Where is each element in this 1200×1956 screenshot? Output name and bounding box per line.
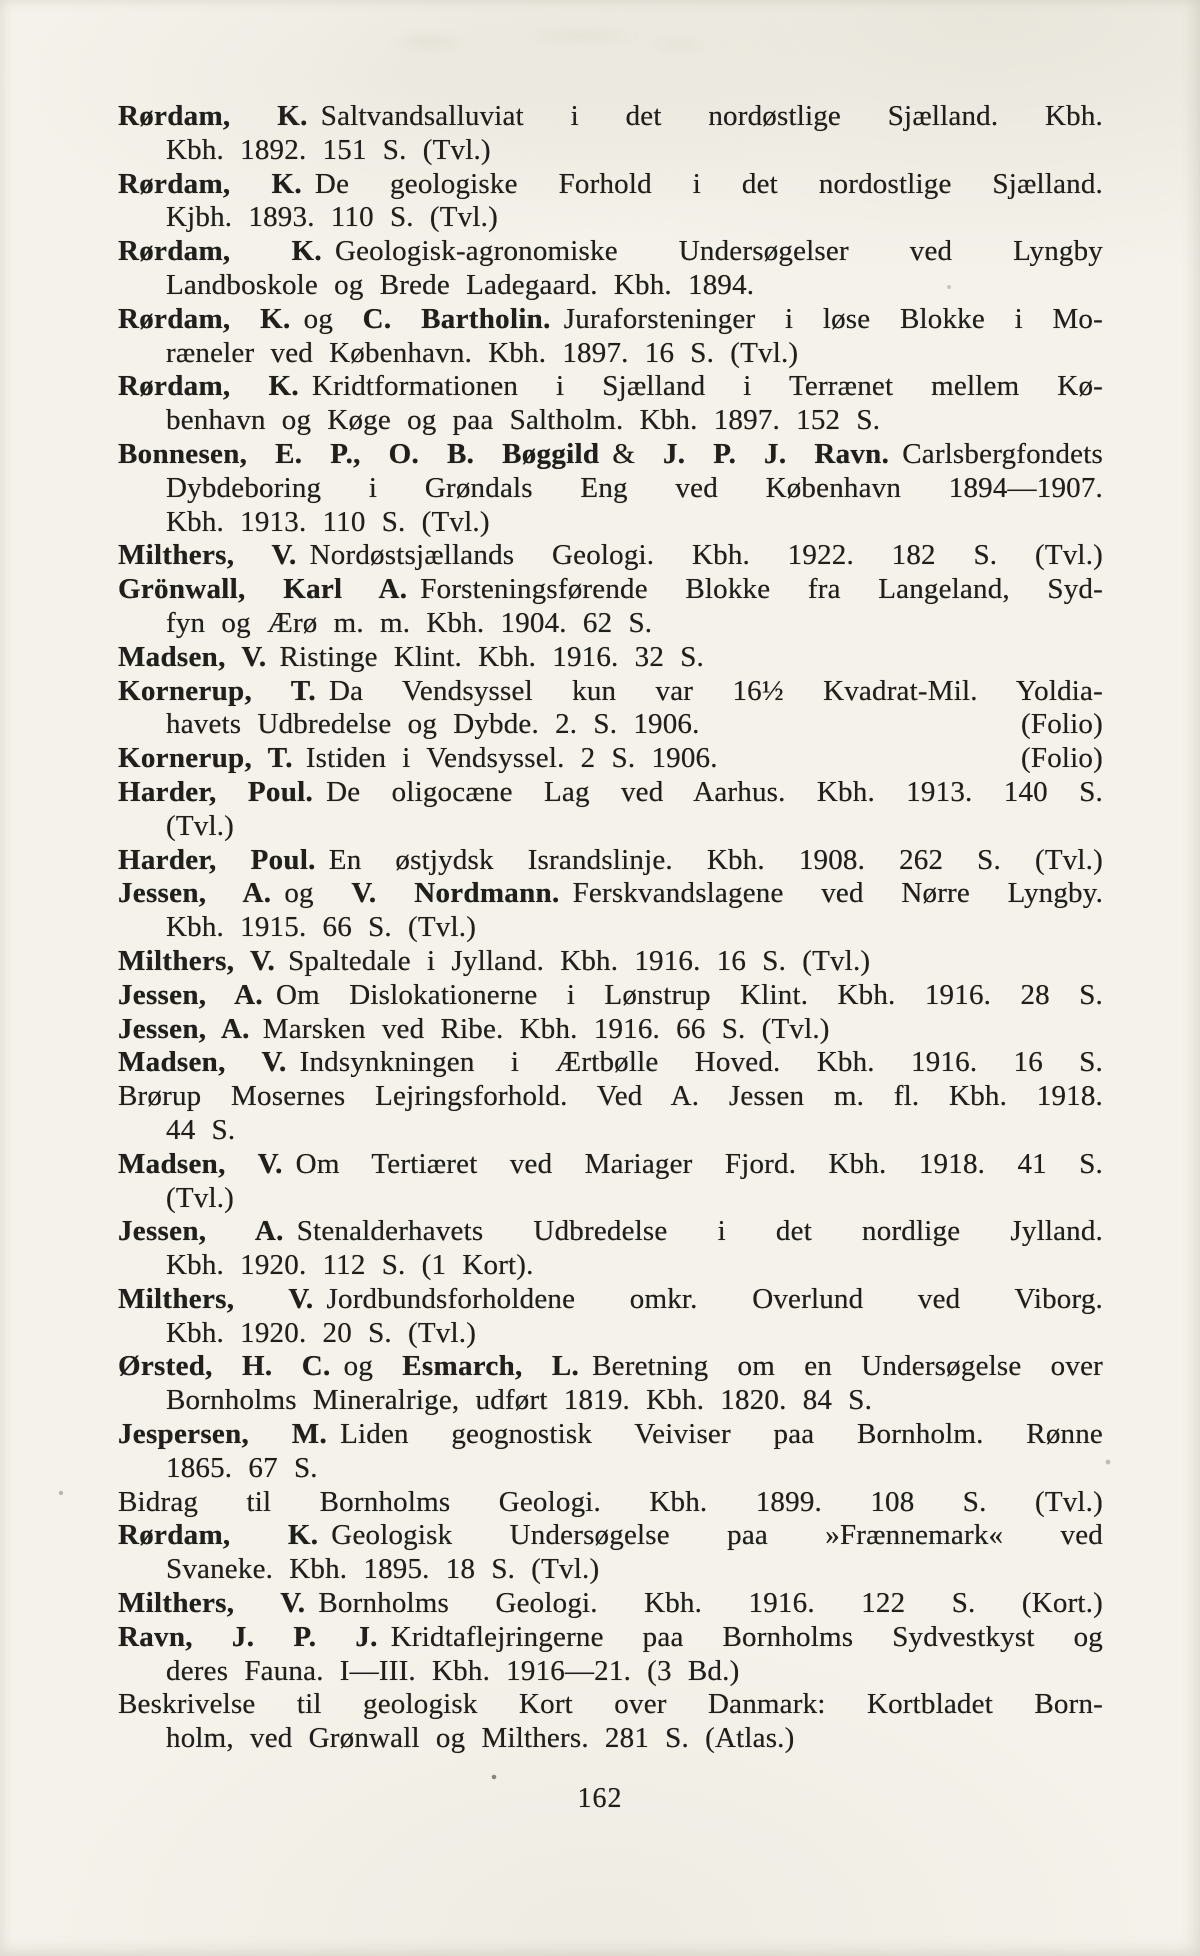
entry-text — [166, 506, 490, 538]
entry-text — [118, 1013, 830, 1045]
bibliography-line — [118, 1249, 1103, 1283]
entry-fragment: Landboskole og Brede Ladegaard. Kbh. 1894. — [166, 268, 755, 301]
entry-fragment: Kridtaflejringerne paa Bornholms Sydvestkyst og — [390, 1620, 1103, 1653]
author-name: Ravn, J. P. J. — [118, 1620, 378, 1653]
bibliography-line — [118, 979, 1103, 1013]
bibliography-line — [118, 134, 1103, 168]
bibliography-line — [118, 1722, 1103, 1756]
entry-text — [118, 235, 1103, 267]
bibliography-line — [118, 100, 1103, 134]
bibliography-line — [118, 1655, 1103, 1689]
entry-text — [118, 1621, 1103, 1653]
entry-text — [118, 742, 718, 776]
entry-fragment: og — [343, 1350, 403, 1383]
entry-fragment: Kbh. 1920. 112 S. (1 Kort). — [166, 1249, 534, 1282]
entry-fragment: Beretning om en Undersøgelse over — [592, 1350, 1104, 1383]
entry-text — [166, 1655, 739, 1687]
entry-fragment: 1865. 67 S. — [166, 1451, 318, 1484]
paper-speck — [0, 0, 2, 2]
entry-fragment: Om Dislokationerne i Lønstrup Klint. Kbh. 1916. 28 S. — [275, 978, 1103, 1011]
author-name: Ørsted, H. C. — [118, 1350, 331, 1383]
entry-text — [166, 1553, 599, 1585]
entry-fragment: Brørup Mosernes Lejringsforhold. Ved A. Jessen m. fl. Kbh. 1918. — [118, 1080, 1103, 1113]
entry-fragment: fyn og Ærø m. m. Kbh. 1904. 62 S. — [166, 606, 653, 639]
entry-text — [166, 708, 700, 742]
bibliography-line — [118, 1215, 1103, 1249]
entry-fragment: Geologisk-agronomiske Undersøgelser ved Lyngby — [334, 235, 1103, 268]
bibliography-line — [118, 1418, 1103, 1452]
entry-text — [166, 1722, 795, 1754]
entry-fragment: Beskrivelse til geologisk Kort over Danmark: Kortbladet Born- — [118, 1688, 1103, 1721]
bibliography-line — [118, 539, 1103, 573]
bibliography-line — [118, 404, 1103, 438]
entry-fragment: & — [612, 437, 663, 470]
entry-text — [118, 1215, 1103, 1247]
entry-fragment: og — [284, 877, 352, 910]
entry-text — [118, 675, 1103, 707]
bibliography-line — [118, 1553, 1103, 1587]
author-name: Rørdam, K. — [118, 167, 302, 200]
entry-fragment: Kridtformationen i Sjælland i Terrænet mellem Kø- — [311, 370, 1103, 403]
format-note: (Folio) — [1021, 708, 1103, 741]
author-name: Milthers, V. — [118, 1587, 306, 1620]
entry-fragment: Carlsbergfondets — [902, 437, 1103, 470]
bibliography-line — [118, 1114, 1103, 1148]
format-note: (Folio) — [1021, 742, 1103, 775]
entry-fragment: Jordbundsforholdene omkr. Overlund ved Viborg. — [326, 1282, 1103, 1315]
entry-text — [166, 337, 798, 369]
entry-text — [166, 810, 234, 842]
entry-text — [166, 607, 652, 639]
entry-fragment: benhavn og Køge og paa Saltholm. Kbh. 1897. 152 S. — [166, 404, 881, 437]
author-name: Jessen, A. — [118, 1215, 284, 1248]
bibliography-line — [118, 573, 1103, 607]
bibliography-line — [118, 776, 1103, 810]
author-name: Rørdam, K. — [118, 100, 308, 132]
bibliography-line — [118, 1148, 1103, 1182]
entry-fragment: havets Udbredelse og Dybde. 2. S. 1906. — [166, 708, 700, 741]
entry-fragment: Ferskvandslagene ved Nørre Lyngby. — [572, 877, 1104, 910]
entry-fragment: Om Tertiæret ved Mariager Fjord. Kbh. 1918. 41 S. — [295, 1147, 1103, 1180]
author-name: Jessen, A. — [118, 877, 272, 910]
bibliography-line — [118, 201, 1103, 235]
entry-fragment: Bornholms Geologi. Kbh. 1916. 122 S. (Kort.) — [318, 1587, 1103, 1620]
entry-text — [118, 641, 704, 673]
entry-text — [166, 1384, 872, 1416]
entry-fragment: Saltvandsalluviat i det nordøstlige Sjælland. Kbh. — [320, 100, 1104, 132]
author-name: Madsen, V. — [118, 1046, 287, 1079]
entry-text — [118, 573, 1103, 605]
entry-text — [118, 539, 1103, 571]
bibliography-line — [118, 1486, 1103, 1520]
entry-text — [166, 201, 498, 233]
bibliography-line — [118, 911, 1103, 945]
entry-fragment: og — [303, 302, 363, 335]
author-name: Milthers, V. — [118, 539, 297, 572]
entry-text — [118, 945, 870, 977]
entry-fragment: Juraforsteninger i løse Blokke i Mo- — [563, 302, 1103, 335]
entry-fragment: En østjydsk Israndslinje. Kbh. 1908. 262 S. (Tvl.) — [328, 843, 1103, 876]
entry-text — [118, 1486, 1103, 1518]
entry-text — [166, 404, 880, 436]
bibliography-line — [118, 235, 1103, 269]
entry-text — [166, 1317, 476, 1349]
bibliography-line — [118, 303, 1103, 337]
entry-text — [118, 1519, 1103, 1551]
entry-text — [118, 303, 1103, 335]
bibliography-line — [118, 1688, 1103, 1722]
bibliography-line — [118, 438, 1103, 472]
author-name: C. Bartholin. — [362, 302, 551, 335]
entry-fragment: Nordøstsjællands Geologi. Kbh. 1922. 182 S. (Tvl.) — [309, 539, 1104, 572]
entry-fragment: Stenalderhavets Udbredelse i det nordlige Jylland. — [296, 1215, 1104, 1248]
entry-text — [118, 844, 1103, 876]
entry-text — [118, 776, 1103, 808]
author-name: Jessen, A. — [118, 978, 263, 1011]
bibliography-line — [118, 742, 1103, 776]
entry-fragment: holm, ved Grønwall og Milthers. 281 S. (Atlas.) — [166, 1722, 795, 1755]
entry-fragment: Ristinge Klint. Kbh. 1916. 32 S. — [279, 640, 704, 673]
bleed-through-smudge — [300, 8, 730, 70]
entry-text — [118, 370, 1103, 402]
entry-fragment: Kbh. 1892. 151 S. (Tvl.) — [166, 133, 491, 166]
bibliography-line — [118, 1046, 1103, 1080]
bibliography — [118, 100, 1103, 1756]
entry-text — [166, 1114, 235, 1146]
author-name: Madsen, V. — [118, 640, 267, 673]
bibliography-line — [118, 708, 1103, 742]
entry-text — [118, 1418, 1103, 1450]
bibliography-line — [118, 269, 1103, 303]
entry-fragment: Liden geognostisk Veiviser paa Bornholm. Rønne — [340, 1418, 1103, 1451]
entry-text — [118, 1350, 1103, 1382]
entry-text — [118, 438, 1103, 470]
author-name: Esmarch, L. — [402, 1350, 580, 1383]
entry-text — [118, 1283, 1103, 1315]
bibliography-line — [118, 877, 1103, 911]
bibliography-line — [118, 641, 1103, 675]
author-name: Rørdam, K. — [118, 1519, 319, 1552]
bibliography-line — [118, 607, 1103, 641]
bibliography-line — [118, 945, 1103, 979]
entry-text — [118, 877, 1103, 909]
author-name: J. P. J. Ravn. — [662, 437, 890, 470]
entry-fragment: Da Vendsyssel kun var 16½ Kvadrat-Mil. Yoldia- — [328, 674, 1103, 707]
bibliography-line — [118, 370, 1103, 404]
entry-fragment: Svaneke. Kbh. 1895. 18 S. (Tvl.) — [166, 1553, 600, 1586]
entry-fragment: Istiden i Vendsyssel. 2 S. 1906. — [305, 742, 718, 775]
bibliography-line — [118, 1452, 1103, 1486]
bibliography-line — [118, 506, 1103, 540]
entry-fragment: ræneler ved København. Kbh. 1897. 16 S. (Tvl.) — [166, 336, 799, 369]
bibliography-line — [118, 337, 1103, 371]
bibliography-line — [118, 1283, 1103, 1317]
entry-text — [166, 134, 491, 166]
author-name: Milthers, V. — [118, 944, 276, 977]
entry-text — [118, 1080, 1103, 1112]
bibliography-line — [118, 1080, 1103, 1114]
bibliography-line — [118, 1317, 1103, 1351]
author-name: Kornerup, T. — [118, 674, 316, 707]
bibliography-line — [118, 1384, 1103, 1418]
author-name: Grönwall, Karl A. — [118, 573, 408, 606]
entry-text — [166, 1452, 318, 1484]
bibliography-line — [118, 1013, 1103, 1047]
entry-fragment: De geologiske Forhold i det nordostlige Sjælland. — [314, 167, 1103, 200]
bibliography-line — [118, 1621, 1103, 1655]
entry-fragment: Indsynkningen i Ærtbølle Hoved. Kbh. 1916. 16 S. — [299, 1046, 1103, 1079]
entry-text — [118, 1587, 1103, 1619]
entry-fragment: Bidrag til Bornholms Geologi. Kbh. 1899. 108 S. (Tvl.) — [118, 1485, 1103, 1518]
author-name: Rørdam, K. — [118, 235, 322, 268]
author-name: Milthers, V. — [118, 1282, 314, 1315]
author-name: V. Nordmann. — [351, 877, 560, 910]
bibliography-line — [118, 168, 1103, 202]
author-name: Kornerup, T. — [118, 742, 293, 775]
author-name: Harder, Poul. — [118, 775, 314, 808]
entry-fragment: Kbh. 1913. 110 S. (Tvl.) — [166, 505, 490, 538]
entry-text — [118, 100, 1103, 132]
author-name: Madsen, V. — [118, 1147, 283, 1180]
entry-fragment: (Tvl.) — [166, 809, 235, 842]
entry-text — [118, 1046, 1103, 1078]
bibliography-line — [118, 1519, 1103, 1553]
entry-fragment: deres Fauna. I—III. Kbh. 1916—21. (3 Bd.) — [166, 1654, 740, 1687]
entry-fragment: Geologisk Undersøgelse paa »Frænnemark« ved — [331, 1519, 1103, 1552]
bibliography-line — [118, 844, 1103, 878]
author-name: Harder, Poul. — [118, 843, 316, 876]
entry-text — [118, 1688, 1103, 1720]
entry-fragment: Forsteningsførende Blokke fra Langeland, Syd- — [420, 573, 1103, 606]
author-name: Jespersen, M. — [118, 1418, 328, 1451]
bibliography-line — [118, 1587, 1103, 1621]
entry-fragment: Marsken ved Ribe. Kbh. 1916. 66 S. (Tvl.) — [262, 1012, 830, 1045]
entry-fragment: Dybdeboring i Grøndals Eng ved København 1894—1907. — [166, 471, 1103, 504]
author-name: Rørdam, K. — [118, 370, 299, 403]
bibliography-line — [118, 810, 1103, 844]
author-name: Rørdam, K. — [118, 302, 291, 335]
entry-fragment: 44 S. — [166, 1113, 236, 1146]
bibliography-line — [118, 472, 1103, 506]
entry-fragment: (Tvl.) — [166, 1181, 235, 1214]
entry-text — [166, 1249, 534, 1281]
entry-text — [166, 472, 1103, 504]
page-number: 162 — [577, 1783, 623, 1814]
bibliography-line — [118, 675, 1103, 709]
entry-text — [166, 269, 754, 301]
bibliography-line — [118, 1182, 1103, 1216]
entry-fragment: Kbh. 1920. 20 S. (Tvl.) — [166, 1316, 477, 1349]
entry-text — [166, 911, 476, 943]
entry-text — [166, 1182, 234, 1214]
entry-text — [118, 1148, 1103, 1180]
entry-fragment: De oligocæne Lag ved Aarhus. Kbh. 1913. 140 S. — [326, 775, 1103, 808]
entry-fragment: Spaltedale i Jylland. Kbh. 1916. 16 S. (Tvl.) — [288, 944, 871, 977]
entry-fragment: Kjbh. 1893. 110 S. (Tvl.) — [166, 201, 498, 234]
entry-fragment: Kbh. 1915. 66 S. (Tvl.) — [166, 911, 477, 944]
entry-text — [118, 979, 1103, 1011]
author-name: Jessen, A. — [118, 1012, 250, 1045]
entry-fragment: Bornholms Mineralrige, udført 1819. Kbh. 1820. 84 S. — [166, 1384, 873, 1417]
bibliography-line — [118, 1350, 1103, 1384]
author-name: Bonnesen, E. P., O. B. Bøggild — [118, 437, 600, 470]
entry-text — [118, 168, 1103, 200]
